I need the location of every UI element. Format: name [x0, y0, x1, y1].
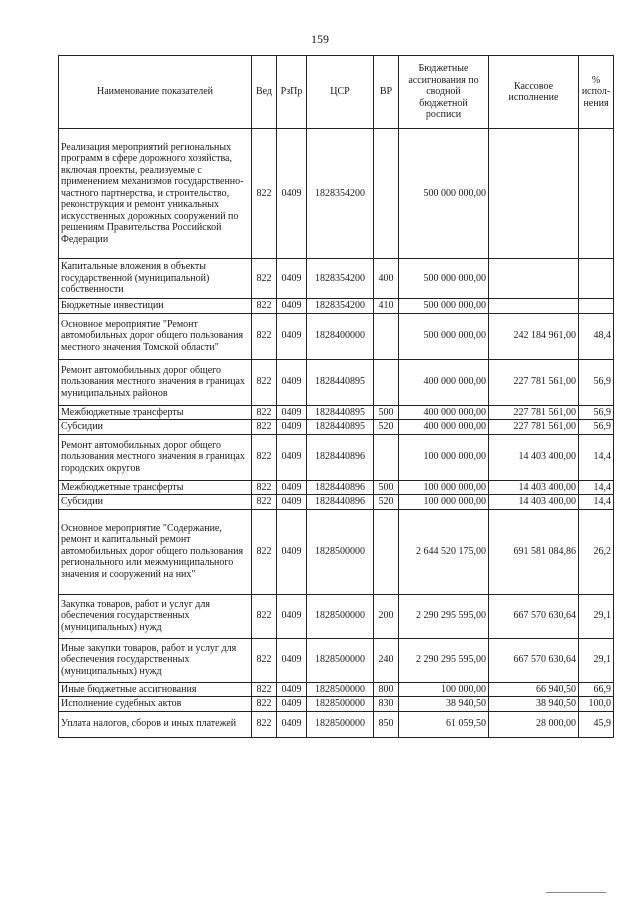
cell-rzpr: 0409	[277, 405, 307, 420]
cell-vr: 500	[374, 405, 399, 420]
cell-percent: 66,9	[579, 682, 614, 697]
cell-csr: 1828500000	[307, 697, 374, 712]
cell-csr: 1828400000	[307, 313, 374, 359]
table-row	[59, 682, 614, 697]
cell-name: Основное мероприятие "Ремонт автомобильных дорог общего пользования местного значения Томской области"	[59, 313, 252, 359]
cell-ved: 822	[252, 420, 277, 435]
cell-percent: 56,9	[579, 420, 614, 435]
cell-budget: 400 000 000,00	[399, 359, 489, 405]
cell-percent: 26,2	[579, 509, 614, 594]
table-row	[59, 434, 614, 480]
table-row	[59, 711, 614, 737]
cell-cash: 14 403 400,00	[489, 480, 579, 495]
cell-budget: 500 000 000,00	[399, 259, 489, 299]
cell-budget: 61 059,50	[399, 711, 489, 737]
cell-percent: 56,9	[579, 359, 614, 405]
cell-csr: 1828500000	[307, 711, 374, 737]
cell-name: Субсидии	[59, 420, 252, 435]
header-budget: Бюджетные ассигнования по сводной бюджетной росписи	[399, 56, 489, 129]
header-name: Наименование показателей	[59, 56, 252, 129]
cell-budget: 100 000,00	[399, 682, 489, 697]
table-row	[59, 480, 614, 495]
cell-name: Межбюджетные трансферты	[59, 405, 252, 420]
cell-name: Уплата налогов, сборов и иных платежей	[59, 711, 252, 737]
table-row	[59, 594, 614, 638]
cell-budget: 38 940,50	[399, 697, 489, 712]
cell-vr: 520	[374, 420, 399, 435]
cell-ved: 822	[252, 313, 277, 359]
cell-cash	[489, 259, 579, 299]
cell-percent: 14,4	[579, 434, 614, 480]
cell-name: Иные бюджетные ассигнования	[59, 682, 252, 697]
page-number: 159	[311, 32, 329, 46]
cell-rzpr: 0409	[277, 259, 307, 299]
cell-budget: 2 290 295 595,00	[399, 638, 489, 682]
cell-budget: 500 000 000,00	[399, 299, 489, 314]
cell-cash: 242 184 961,00	[489, 313, 579, 359]
cell-budget: 100 000 000,00	[399, 480, 489, 495]
scan-line	[546, 892, 606, 893]
cell-vr	[374, 434, 399, 480]
cell-budget: 2 644 520 175,00	[399, 509, 489, 594]
cell-rzpr: 0409	[277, 638, 307, 682]
cell-budget: 400 000 000,00	[399, 420, 489, 435]
cell-budget: 2 290 295 595,00	[399, 594, 489, 638]
cell-csr: 1828354200	[307, 299, 374, 314]
cell-budget: 500 000 000,00	[399, 313, 489, 359]
cell-name: Ремонт автомобильных дорог общего пользования местного значения в границах городских округов	[59, 434, 252, 480]
cell-name: Исполнение судебных актов	[59, 697, 252, 712]
cell-rzpr: 0409	[277, 682, 307, 697]
cell-rzpr: 0409	[277, 509, 307, 594]
cell-budget: 500 000 000,00	[399, 129, 489, 259]
cell-csr: 1828354200	[307, 259, 374, 299]
cell-rzpr: 0409	[277, 594, 307, 638]
cell-csr: 1828440896	[307, 480, 374, 495]
cell-rzpr: 0409	[277, 129, 307, 259]
cell-ved: 822	[252, 129, 277, 259]
cell-vr: 240	[374, 638, 399, 682]
cell-csr: 1828500000	[307, 682, 374, 697]
cell-rzpr: 0409	[277, 313, 307, 359]
table-row	[59, 495, 614, 510]
table-header-row	[59, 56, 614, 129]
table-row	[59, 638, 614, 682]
table-row	[59, 697, 614, 712]
cell-cash: 227 781 561,00	[489, 405, 579, 420]
table-row	[59, 313, 614, 359]
cell-percent: 45,9	[579, 711, 614, 737]
cell-cash: 667 570 630,64	[489, 594, 579, 638]
cell-ved: 822	[252, 405, 277, 420]
cell-vr: 850	[374, 711, 399, 737]
cell-cash: 227 781 561,00	[489, 359, 579, 405]
cell-name: Закупка товаров, работ и услуг для обеспечения государственных (муниципальных) нужд	[59, 594, 252, 638]
cell-csr: 1828500000	[307, 594, 374, 638]
cell-ved: 822	[252, 638, 277, 682]
table-row	[59, 259, 614, 299]
cell-rzpr: 0409	[277, 495, 307, 510]
cell-csr: 1828500000	[307, 638, 374, 682]
cell-csr: 1828440895	[307, 420, 374, 435]
header-ved: Вед	[252, 56, 277, 129]
table-body	[59, 129, 614, 738]
cell-csr: 1828354200	[307, 129, 374, 259]
cell-ved: 822	[252, 697, 277, 712]
cell-cash	[489, 299, 579, 314]
cell-percent: 14,4	[579, 495, 614, 510]
cell-percent: 14,4	[579, 480, 614, 495]
cell-vr	[374, 313, 399, 359]
cell-vr: 830	[374, 697, 399, 712]
cell-vr: 400	[374, 259, 399, 299]
cell-rzpr: 0409	[277, 480, 307, 495]
cell-cash: 691 581 084,86	[489, 509, 579, 594]
cell-ved: 822	[252, 594, 277, 638]
cell-name: Субсидии	[59, 495, 252, 510]
cell-percent: 56,9	[579, 405, 614, 420]
cell-ved: 822	[252, 495, 277, 510]
cell-csr: 1828440896	[307, 434, 374, 480]
cell-vr	[374, 129, 399, 259]
table-row	[59, 509, 614, 594]
cell-budget: 100 000 000,00	[399, 434, 489, 480]
cell-vr: 500	[374, 480, 399, 495]
cell-cash: 14 403 400,00	[489, 495, 579, 510]
header-percent: % испол-нения	[579, 56, 614, 129]
cell-name: Основное мероприятие "Содержание, ремонт и капитальный ремонт автомобильных дорог общего пользования регионального или межмуниципального значения и сооружений на них"	[59, 509, 252, 594]
cell-budget: 400 000 000,00	[399, 405, 489, 420]
table-row	[59, 299, 614, 314]
budget-table	[58, 55, 614, 738]
cell-percent	[579, 129, 614, 259]
header-cash: Кассовое исполнение	[489, 56, 579, 129]
cell-ved: 822	[252, 259, 277, 299]
cell-rzpr: 0409	[277, 434, 307, 480]
cell-vr: 410	[374, 299, 399, 314]
cell-name: Бюджетные инвестиции	[59, 299, 252, 314]
cell-cash: 66 940,50	[489, 682, 579, 697]
cell-cash: 227 781 561,00	[489, 420, 579, 435]
cell-name: Капитальные вложения в объекты государственной (муниципальной) собственности	[59, 259, 252, 299]
cell-cash: 667 570 630,64	[489, 638, 579, 682]
cell-percent: 48,4	[579, 313, 614, 359]
header-rzpr: РзПр	[277, 56, 307, 129]
cell-ved: 822	[252, 299, 277, 314]
cell-percent	[579, 259, 614, 299]
cell-cash: 28 000,00	[489, 711, 579, 737]
cell-name: Иные закупки товаров, работ и услуг для обеспечения государственных (муниципальных) нужд	[59, 638, 252, 682]
cell-name: Реализация мероприятий региональных программ в сфере дорожного хозяйства, включая проекты, реализуемые с применением механизмов государственно-частного партнерства, и строительство, реконструкция и ремонт уникальных искусственных дорожных сооружений по решениям Правительства Российской Федерации	[59, 129, 252, 259]
table-row	[59, 359, 614, 405]
cell-percent: 29,1	[579, 594, 614, 638]
header-vr: ВР	[374, 56, 399, 129]
cell-name: Межбюджетные трансферты	[59, 480, 252, 495]
cell-cash: 14 403 400,00	[489, 434, 579, 480]
table-row	[59, 405, 614, 420]
cell-ved: 822	[252, 509, 277, 594]
cell-percent: 29,1	[579, 638, 614, 682]
cell-percent: 100,0	[579, 697, 614, 712]
cell-rzpr: 0409	[277, 711, 307, 737]
cell-rzpr: 0409	[277, 299, 307, 314]
cell-vr	[374, 509, 399, 594]
cell-ved: 822	[252, 711, 277, 737]
cell-budget: 100 000 000,00	[399, 495, 489, 510]
cell-vr: 800	[374, 682, 399, 697]
cell-ved: 822	[252, 359, 277, 405]
cell-csr: 1828440895	[307, 359, 374, 405]
cell-cash: 38 940,50	[489, 697, 579, 712]
table-row	[59, 420, 614, 435]
cell-ved: 822	[252, 434, 277, 480]
cell-rzpr: 0409	[277, 420, 307, 435]
cell-csr: 1828440896	[307, 495, 374, 510]
cell-ved: 822	[252, 682, 277, 697]
cell-ved: 822	[252, 480, 277, 495]
table-row	[59, 129, 614, 259]
cell-rzpr: 0409	[277, 359, 307, 405]
header-csr: ЦСР	[307, 56, 374, 129]
cell-csr: 1828440895	[307, 405, 374, 420]
cell-csr: 1828500000	[307, 509, 374, 594]
cell-vr: 520	[374, 495, 399, 510]
cell-cash	[489, 129, 579, 259]
cell-rzpr: 0409	[277, 697, 307, 712]
cell-vr	[374, 359, 399, 405]
cell-name: Ремонт автомобильных дорог общего пользования местного значения в границах муниципальных районов	[59, 359, 252, 405]
cell-vr: 200	[374, 594, 399, 638]
cell-percent	[579, 299, 614, 314]
